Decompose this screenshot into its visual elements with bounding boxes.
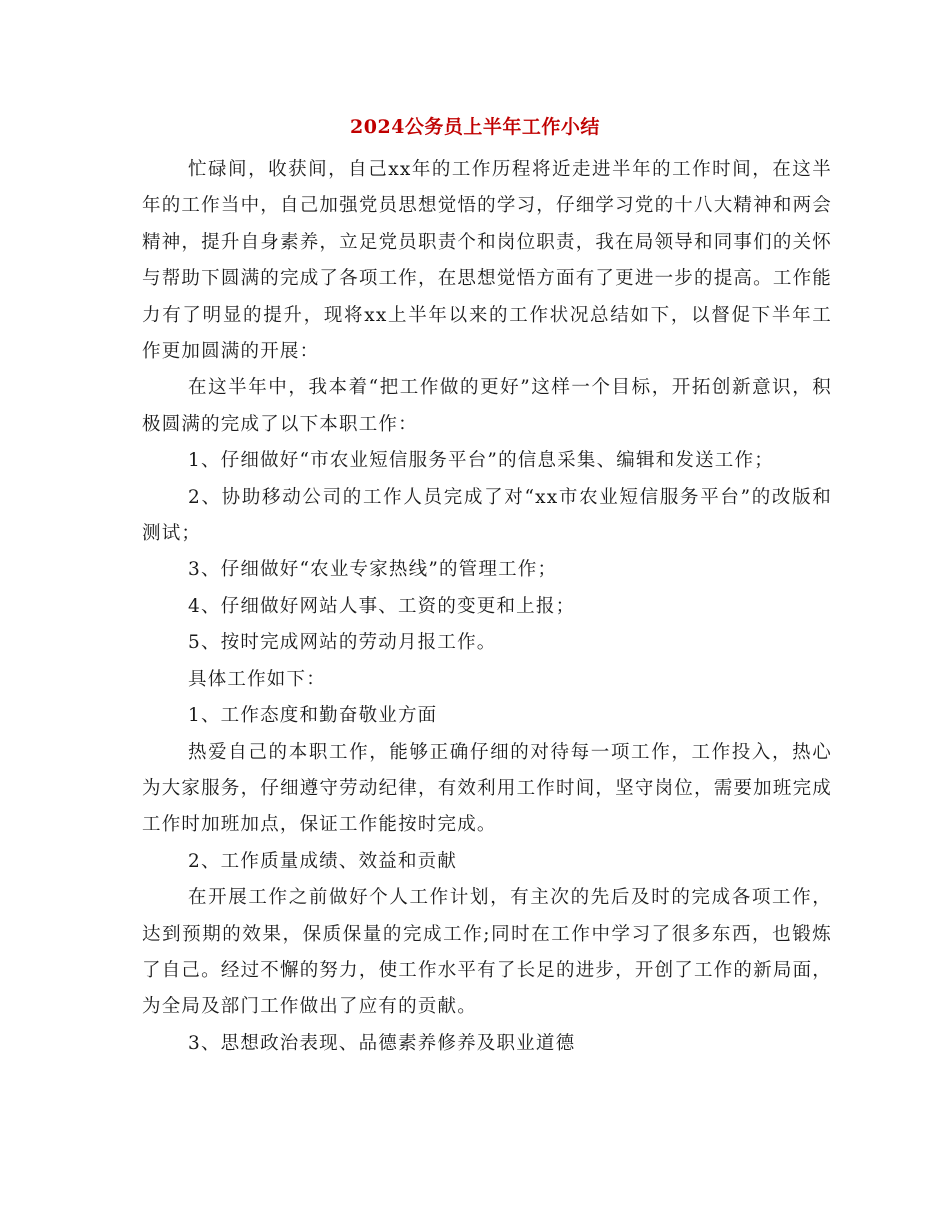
section-heading-quality: 2、工作质量成绩、效益和贡献 (188, 850, 458, 872)
section-heading-ethics: 3、思想政治表现、品德素养修养及职业道德 (188, 1032, 576, 1054)
paragraph-intro: 忙碌间，收获间，自己xx年的工作历程将近走进半年的工作时间，在这半年的工作当中，自己加强党员思想觉悟的学习，仔细学习党的十八大精神和两会精神，提升自身素养，立足党员职责个和岗位职责，我在局领导和同事们的关怀与帮助下圆满的完成了各项工作，在思想觉悟方面有了更进一步的提高。工作能力有了明显的提升，现将xx上半年以来的工作状况总结如下，以督促下半年工作更加圆满的开展： (142, 159, 832, 363)
list-item-duty-4: 4、仔细做好网站人事、工资的变更和上报； (188, 595, 576, 617)
paragraph-details-heading: 具体工作如下： (188, 668, 326, 690)
list-item-duty-5: 5、按时完成网站的劳动月报工作。 (188, 632, 497, 654)
list-item-duty-3: 3、仔细做好“农业专家热线”的管理工作； (188, 559, 558, 581)
section-heading-attitude: 1、工作态度和勤奋敬业方面 (188, 705, 438, 727)
paragraph-attitude: 热爱自己的本职工作，能够正确仔细的对待每一项工作，工作投入，热心为大家服务，仔细遵守劳动纪律，有效利用工作时间，坚守岗位，需要加班完成工作时加班加点，保证工作能按时完成。 (142, 741, 832, 836)
paragraph-quality: 在开展工作之前做好个人工作计划，有主次的先后及时的完成各项工作，达到预期的效果，保质保量的完成工作;同时在工作中学习了很多东西，也锻炼了自己。经过不懈的努力，使工作水平有了长足的进步，开创了工作的新局面，为全局及部门工作做出了应有的贡献。 (142, 887, 832, 1018)
list-item-duty-2: 2、协助移动公司的工作人员完成了对“xx市农业短信服务平台”的改版和测试； (142, 486, 832, 545)
document-body (142, 152, 832, 1062)
paragraph-duties-intro: 在这半年中，我本着“把工作做的更好”这样一个目标，开拓创新意识，积极圆满的完成了以下本职工作： (142, 377, 832, 435)
list-item-duty-1: 1、仔细做好“市农业短信服务平台”的信息采集、编辑和发送工作； (188, 450, 774, 472)
document-title: 2024公务员上半年工作小结 (350, 116, 600, 138)
